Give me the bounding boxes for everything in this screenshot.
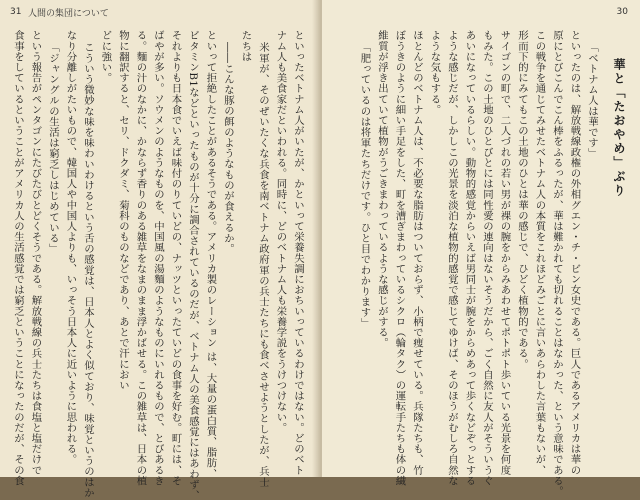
running-head: 人間の集団について xyxy=(28,9,109,19)
left-page xyxy=(0,0,318,500)
page-number: 31 xyxy=(10,7,22,17)
text-line: ような感じだが、しかしこの光景を淡泊な植物的感覚で感じてゆけば、そのほうがむしろ自然な xyxy=(446,30,458,486)
text-line: サイゴンの町で、二人づれの若い男が裸の腕をからみあわせてポトポト歩いている光景を何度 xyxy=(498,30,511,476)
section-heading: 華と「たおやめ」ぶり xyxy=(612,58,626,198)
text-line: る。麵の汁のなかに、かならず香りのある雑草をなまのまま浮かばせる。この雑草は、日本の植 xyxy=(134,30,147,486)
text-line: といったのは、解放戦線政権の外相グエン・チ・ビン女史である。巨人であるアメリカは華の xyxy=(568,30,581,476)
text-line: こういう微妙な味を味わいわけるという舌の感覚は、日本人とよく似ており、味覚というのはか xyxy=(82,42,94,498)
text-line: 物に翻訳すると、セリ、ドクダミ、菊科のものなどであり、あとで汗におい xyxy=(117,30,129,391)
text-line: 「ベトナム人は華です」 xyxy=(586,42,598,159)
text-line: 維質が浮き出ていて植物がうごきまわっているような感じがする。 xyxy=(376,30,388,348)
text-line: といったベトナム人がいたが、かといって栄養失調におちいっているわけではない。どのベト xyxy=(292,30,304,476)
text-line: なり分離しがたいもので、韓国人や中国人よりも、いっそう日本人に近いように思われる。 xyxy=(64,30,77,465)
text-line: どに強い。 xyxy=(99,30,112,83)
text-line: ばやが多い。ソウメンのようなものを、中国風の湯麵のようなものにいれるもので、とびあるき xyxy=(152,30,164,486)
text-line: この戦争を通じてみせたベトナム人の本質をこれほどみごとに言いあらわした言葉もないが、 xyxy=(533,30,546,476)
text-line: ナム人も美食家だといわれる。同時に、どのベトナム人も栄養学説をうけつけない。 xyxy=(274,30,287,433)
text-line: もみた。この土地のひとびとには同性愛の連向はないそうだから、ごく自然に友人がそういうぐ xyxy=(481,30,493,486)
text-line: という報告がペンタゴンにたびたびとどくそうである。解放戦線の兵士たちは食塩と塩だけで xyxy=(29,30,42,476)
text-line: 形而下的にみてもこの土地のひとは華の感じで、ひどく植物的である。 xyxy=(516,30,528,370)
body-text xyxy=(10,30,306,500)
text-line: 「肥っているのは将軍たちだけです。ひと目でわかります」 xyxy=(358,42,371,329)
text-line: といって拒絶したことがあるそうである。アメリカ製のレーション は、大量の蛋白質、脂肪、 xyxy=(204,30,217,479)
text-line: ほとんどのベトナム人は、不必要な脂肪はついておらず、小柄で痩せている。兵隊たちも、竹 xyxy=(411,30,423,476)
text-line: 米軍が、そのぜいたくな兵食を南ベトナム政府軍の兵士たちにも食べさせようとしたが、兵士 xyxy=(257,42,269,488)
text-line: 原にとびこんでこん棒をふるったが、華は難かれても切れることはなかった、という意味である。 xyxy=(551,30,563,497)
text-line: 「ジャングルの生活は窮乏しはじめている」 xyxy=(47,42,59,254)
text-line: 食事をしているということがアメリカ人の生活感覚では窮乏ということになったのだが、その食 xyxy=(12,30,24,486)
text-line: ビタミンB1などといったものが十分に調合されているのだが、ベトナム人の美食感覚にはあわず、 xyxy=(187,30,199,500)
text-line: ような気もする。 xyxy=(428,30,441,115)
right-page xyxy=(322,0,640,497)
page-number: 30 xyxy=(616,7,628,17)
text-line: それよりも日本食でいえば味付のりていどの、ナッツといったていどの食事を好む。町には、そ xyxy=(169,30,182,486)
body-text xyxy=(330,30,600,497)
text-line: ――こんな豚の餌のようなものが食えるか。 xyxy=(222,42,234,254)
text-line: たちは xyxy=(239,30,252,62)
text-line: あいになっているらしい。動物的感覚からいえば男同士が腕をからめあって歩くなどぞっとする xyxy=(463,30,476,486)
text-line: ぼうきのように細い手足をした、町を漕ぎまわっているシクロ（輪タク）の運転手たちも体の繊 xyxy=(393,30,406,486)
